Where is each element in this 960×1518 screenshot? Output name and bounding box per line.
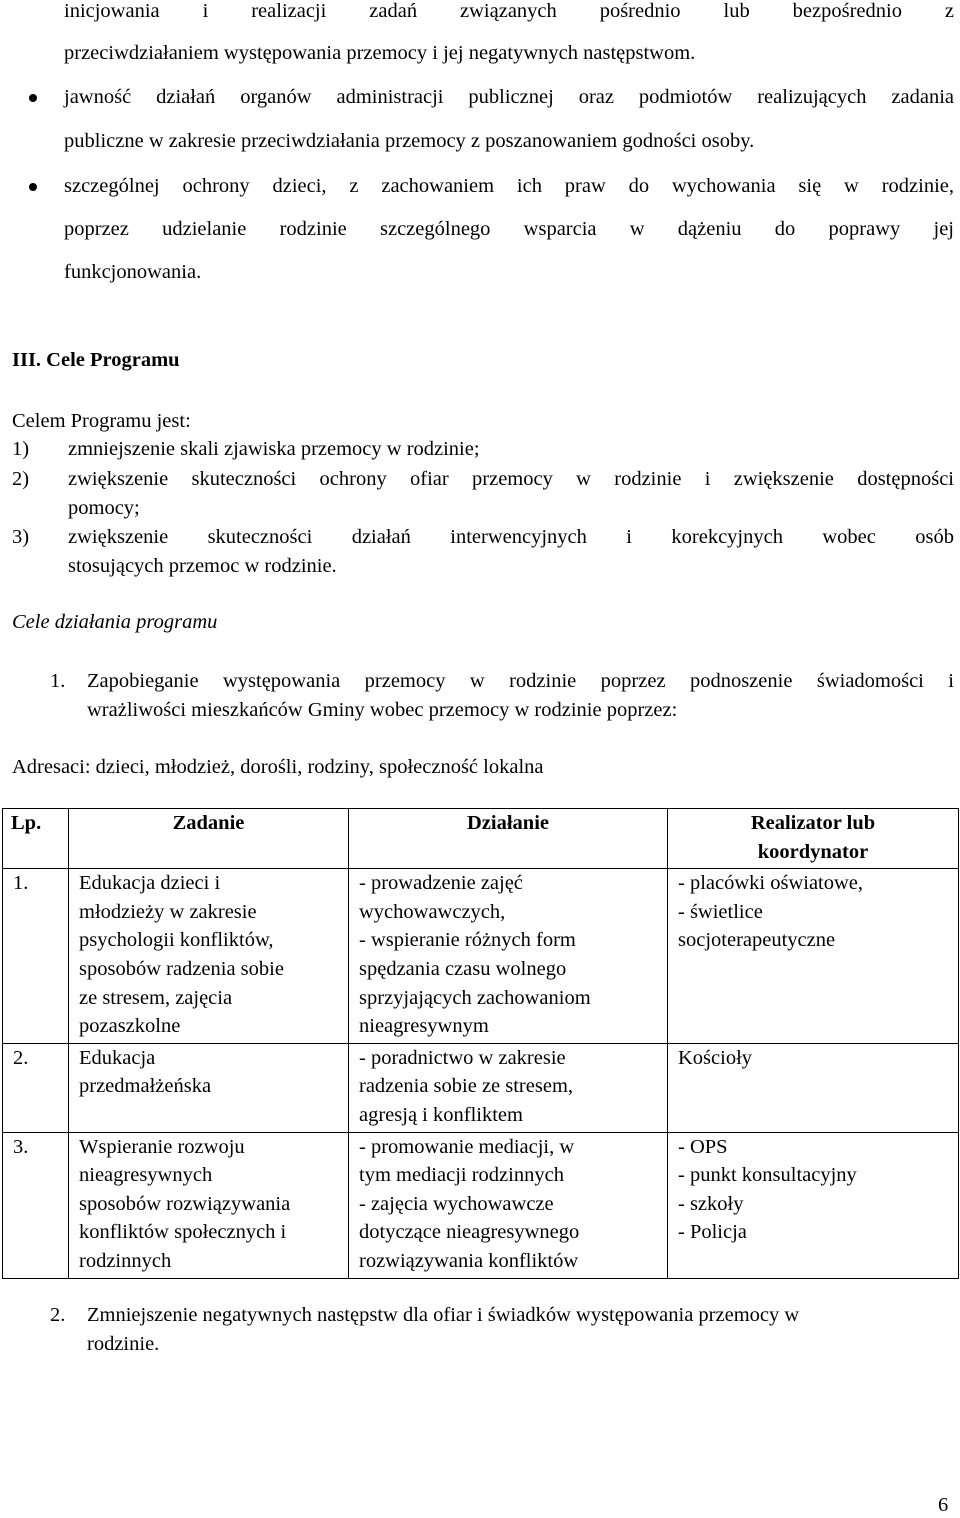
- cell-line: młodzieży w zakresie: [79, 900, 257, 923]
- cell-line: nieagresywnych: [79, 1164, 213, 1187]
- cell-line: sposobów rozwiązywania: [79, 1192, 291, 1215]
- goal-2-number: 2): [12, 468, 30, 490]
- bullet-2-line-1: szczególnej ochrony dzieci, z zachowaniem ich praw do wychowania się w rodzinie,: [64, 175, 954, 197]
- header-realizator: [668, 809, 959, 869]
- goal-3-number: 3): [12, 526, 30, 548]
- cell-line: przedmałżeńska: [79, 1075, 212, 1098]
- section-subtitle: Cele działania programu: [12, 611, 218, 633]
- goal-3-line-1: zwiększenie skuteczności działań interwencyjnych i korekcyjnych wobec osób: [68, 526, 954, 548]
- cell-zadanie: [69, 1043, 349, 1132]
- cell-line: - wspieranie różnych form: [359, 929, 576, 952]
- cell-realizator: [668, 1043, 959, 1132]
- cell-zadanie: [69, 1132, 349, 1278]
- cell-line: - prowadzenie zajęć: [359, 872, 523, 895]
- cell-line: rodzinnych: [79, 1249, 172, 1272]
- addressees: Adresaci: dzieci, młodzież, dorośli, rodziny, społeczność lokalna: [12, 756, 544, 778]
- bullet-dot: [29, 183, 37, 191]
- objective-1-number: 1.: [50, 670, 66, 692]
- cell-zadanie: [69, 869, 349, 1044]
- header-lp: Lp.: [3, 809, 69, 869]
- section-title: III. Cele Programu: [12, 349, 180, 371]
- objective-2-number: 2.: [50, 1304, 66, 1326]
- cell-line: tym mediacji rodzinnych: [359, 1164, 564, 1187]
- bullet-1-line-2: publiczne w zakresie przeciwdziałania przemocy z poszanowaniem godności osoby.: [64, 130, 755, 152]
- bullet-2-line-3: funkcjonowania.: [64, 261, 202, 283]
- cell-line: - placówki oświatowe,: [678, 872, 864, 895]
- cell-line: - Policja: [678, 1221, 747, 1244]
- cell-line: konfliktów społecznych i: [79, 1221, 287, 1244]
- header-zadanie: Zadanie: [69, 809, 349, 869]
- cell-line: - poradnictwo w zakresie: [359, 1046, 566, 1069]
- tasks-table: [2, 808, 959, 1279]
- objective-2-line-2: rodzinie.: [87, 1333, 160, 1355]
- goal-1-number: 1): [12, 438, 30, 460]
- cell-line: Edukacja dzieci i: [79, 872, 221, 895]
- bullet-1-line-1: jawność działań organów administracji publicznej oraz podmiotów realizujących zadania: [64, 86, 954, 108]
- bullet-2-line-2: poprzez udzielanie rodzinie szczególnego wsparcia w dążeniu do poprawy jej: [64, 218, 954, 240]
- objective-2-line-1: Zmniejszenie negatywnych następstw dla ofiar i świadków występowania przemocy w: [87, 1304, 800, 1326]
- cell-line: - OPS: [678, 1135, 728, 1158]
- cell-line: socjoterapeutyczne: [678, 929, 836, 952]
- cell-line: pozaszkolne: [79, 1015, 181, 1038]
- cell-line: dotyczące nieagresywnego: [359, 1221, 580, 1244]
- table-row: [3, 1043, 959, 1132]
- cell-line: ze stresem, zajęcia: [79, 986, 233, 1009]
- cell-line: spędzania czasu wolnego: [359, 957, 567, 980]
- cell-line: sposobów radzenia sobie: [79, 957, 284, 980]
- table-row: [3, 869, 959, 1044]
- cell-line: - zajęcia wychowawcze: [359, 1192, 554, 1215]
- header-realizator-line-2: koordynator: [757, 840, 869, 863]
- cell-line: agresją i konfliktem: [359, 1103, 523, 1126]
- cell-line: - szkoły: [678, 1192, 744, 1215]
- cell-line: psychologii konfliktów,: [79, 929, 274, 952]
- goal-1-text: zmniejszenie skali zjawiska przemocy w rodzinie;: [68, 438, 480, 460]
- cell-dzialanie: [349, 1132, 668, 1278]
- table-row: [3, 1132, 959, 1278]
- cell-lp: 1.: [3, 869, 69, 1044]
- cell-line: sprzyjających zachowaniom: [359, 986, 591, 1009]
- cell-line: wychowawczych,: [359, 900, 506, 923]
- header-dzialanie: Działanie: [349, 809, 668, 869]
- goal-2-line-1: zwiększenie skuteczności ochrony ofiar przemocy w rodzinie i zwiększenie dostępności: [68, 468, 954, 490]
- cell-line: Kościoły: [678, 1046, 753, 1069]
- cell-dzialanie: [349, 1043, 668, 1132]
- goal-2-line-2: pomocy;: [68, 497, 140, 519]
- intro-line-2: przeciwdziałaniem występowania przemocy i jej negatywnych następstwom.: [64, 42, 696, 64]
- cell-line: nieagresywnym: [359, 1015, 489, 1038]
- header-realizator-line-1: Realizator lub: [750, 812, 876, 834]
- goal-3-line-2: stosujących przemoc w rodzinie.: [68, 555, 337, 577]
- table-header-row: [3, 809, 959, 869]
- page-number: 6: [938, 1494, 949, 1516]
- cell-realizator: [668, 1132, 959, 1278]
- cell-lp: 3.: [3, 1132, 69, 1278]
- objective-1-line-2: wrażliwości mieszkańców Gminy wobec przemocy w rodzinie poprzez:: [87, 699, 678, 721]
- cell-line: rozwiązywania konfliktów: [359, 1249, 579, 1272]
- intro-line-1: inicjowania i realizacji zadań związanych pośrednio lub bezpośrednio z: [64, 0, 954, 22]
- cell-line: - świetlice: [678, 900, 763, 923]
- cell-dzialanie: [349, 869, 668, 1044]
- cell-line: Edukacja: [79, 1046, 156, 1069]
- bullet-dot: [29, 94, 37, 102]
- cell-line: - punkt konsultacyjny: [678, 1164, 857, 1187]
- cell-line: Wspieranie rozwoju: [79, 1135, 245, 1158]
- section-intro: Celem Programu jest:: [12, 410, 191, 432]
- objective-1-line-1: Zapobieganie występowania przemocy w rodzinie poprzez podnoszenie świadomości i: [87, 670, 954, 692]
- cell-line: - promowanie mediacji, w: [359, 1135, 575, 1158]
- cell-line: radzenia sobie ze stresem,: [359, 1075, 574, 1098]
- cell-lp: 2.: [3, 1043, 69, 1132]
- cell-realizator: [668, 869, 959, 1044]
